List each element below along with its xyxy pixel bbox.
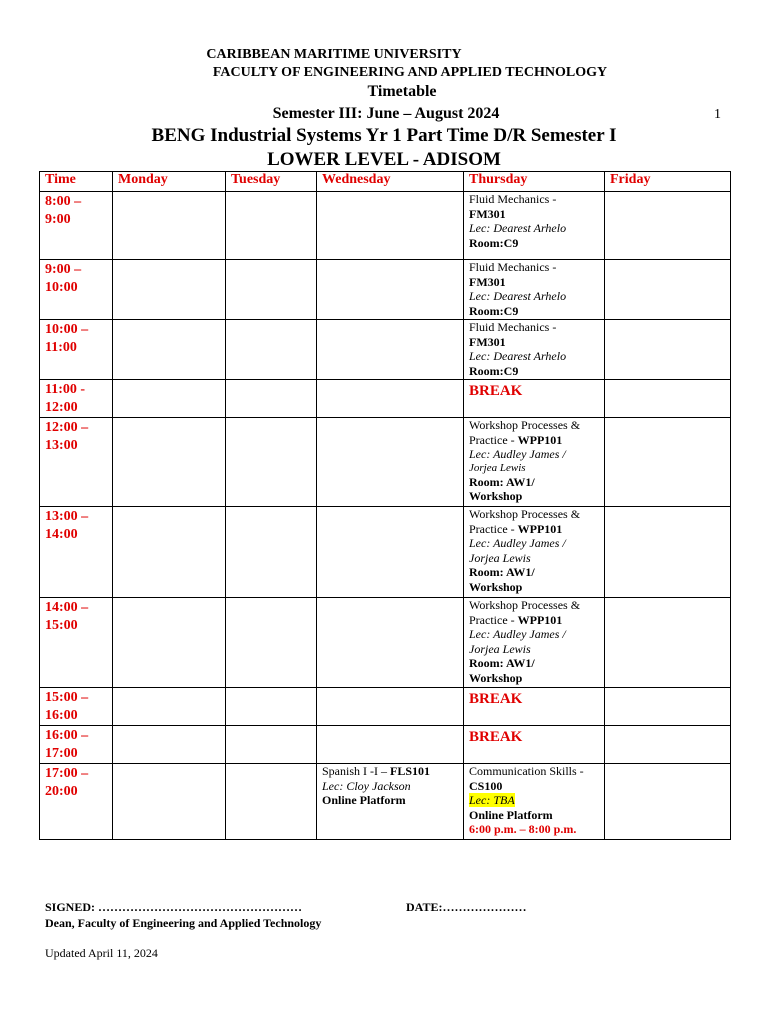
col-header-thursday: Thursday: [464, 172, 605, 192]
table-row: [40, 764, 731, 840]
time-cell: [40, 726, 113, 764]
cell-friday: [605, 380, 731, 418]
course-name-line: [322, 764, 463, 779]
cell-tuesday: [226, 418, 317, 507]
time-start: 10:00 –: [45, 322, 89, 337]
time-start: 13:00 –: [45, 509, 89, 524]
room-cont: Workshop: [469, 489, 523, 503]
date-line: DATE:…………………: [406, 900, 527, 914]
time-end: 17:00: [45, 746, 78, 761]
lecturer-line: [469, 793, 604, 808]
programme-title: BENG Industrial Systems Yr 1 Part Time D/R Semester I: [151, 125, 617, 146]
cell-friday: [605, 192, 731, 260]
session-time: 6:00 p.m. – 8:00 p.m.: [469, 822, 577, 836]
time-end: 9:00: [45, 212, 71, 227]
time-end: 11:00: [45, 340, 77, 355]
cell-monday: [113, 380, 226, 418]
lecturer-cont: Jorjea Lewis: [469, 461, 526, 474]
table-row: [40, 507, 731, 598]
time-start: 9:00 –: [45, 262, 82, 277]
col-header-wednesday: Wednesday: [317, 172, 464, 192]
cell-monday: [113, 192, 226, 260]
time-end: 10:00: [45, 280, 78, 295]
cell-wednesday: [317, 507, 464, 598]
lecturer-cont: Jorjea Lewis: [469, 550, 531, 565]
cell-monday: [113, 418, 226, 507]
cell-monday: [113, 598, 226, 688]
room: Room:C9: [469, 363, 519, 378]
time-end: 15:00: [45, 618, 78, 633]
course-name-cont: Practice -: [469, 521, 518, 536]
room: Room:C9: [469, 235, 519, 250]
course-name: Communication Skills -: [469, 764, 584, 778]
lecturer: Lec: Audley James /: [469, 536, 566, 550]
cell-monday: [113, 764, 226, 840]
cell-friday: [605, 418, 731, 507]
time-end: 14:00: [45, 527, 78, 542]
course-name: Fluid Mechanics -: [469, 260, 557, 274]
time-cell: [40, 764, 113, 840]
course-code: FM301: [469, 206, 506, 221]
cell-wednesday: [317, 260, 464, 320]
time-cell: [40, 598, 113, 688]
time-end: 13:00: [45, 438, 78, 453]
cell-tuesday: [226, 598, 317, 688]
level-title: LOWER LEVEL - ADISOM: [267, 149, 501, 170]
cell-thursday: [464, 192, 605, 260]
time-start: 17:00 –: [45, 766, 89, 781]
break-label: BREAK: [464, 380, 605, 418]
table-row: [40, 192, 731, 260]
table-row: [40, 380, 731, 418]
time-cell: [40, 192, 113, 260]
course-code: FLS101: [390, 764, 431, 778]
time-end: 12:00: [45, 400, 78, 415]
cell-friday: [605, 320, 731, 380]
lecturer: Lec: Dearest Arhelo: [469, 349, 567, 363]
room: Room: AW1/: [469, 656, 535, 670]
room-cont: Workshop: [469, 579, 523, 594]
table-row: [40, 320, 731, 380]
course-name-cont: Practice -: [469, 432, 518, 447]
table-row: [40, 260, 731, 320]
lecturer: Lec: Dearest Arhelo: [469, 221, 567, 235]
time-cell: [40, 260, 113, 320]
page-number: 1: [714, 107, 721, 122]
time-cell: [40, 507, 113, 598]
col-header-friday: Friday: [605, 172, 731, 192]
cell-tuesday: [226, 764, 317, 840]
document-title: Timetable: [367, 83, 437, 100]
cell-friday: [605, 260, 731, 320]
course-code: FM301: [469, 334, 506, 349]
course-name-cont: Practice -: [469, 612, 518, 627]
col-header-monday: Monday: [113, 172, 226, 192]
cell-wednesday: [317, 764, 464, 840]
cell-wednesday: [317, 380, 464, 418]
signatory-title: Dean, Faculty of Engineering and Applied Technology: [45, 916, 322, 930]
lecturer: Lec: Dearest Arhelo: [469, 289, 567, 303]
course-code: CS100: [469, 778, 503, 793]
updated-date: Updated April 11, 2024: [45, 946, 158, 960]
course-name-line2: [469, 522, 604, 537]
table-row: [40, 418, 731, 507]
signature-line: SIGNED: ……………………………………………: [45, 900, 303, 914]
cell-tuesday: [226, 726, 317, 764]
cell-monday: [113, 320, 226, 380]
time-cell: [40, 688, 113, 726]
time-start: 16:00 –: [45, 728, 89, 743]
cell-wednesday: [317, 418, 464, 507]
course-code: WPP101: [517, 612, 563, 627]
header-row: [40, 172, 731, 192]
room: Room:C9: [469, 303, 519, 318]
cell-tuesday: [226, 507, 317, 598]
cell-wednesday: [317, 688, 464, 726]
course-name: Workshop Processes &: [469, 507, 581, 521]
cell-thursday: [464, 320, 605, 380]
table-row: [40, 688, 731, 726]
table-row: [40, 598, 731, 688]
room: Online Platform: [322, 793, 406, 807]
faculty-name: FACULTY OF ENGINEERING AND APPLIED TECHNOLOGY: [212, 65, 608, 80]
room: Room: AW1/: [469, 565, 535, 579]
course-name: Workshop Processes &: [469, 598, 581, 612]
time-start: 15:00 –: [45, 690, 89, 705]
cell-monday: [113, 688, 226, 726]
break-label: BREAK: [464, 726, 605, 764]
lecturer: Lec: TBA: [469, 793, 515, 807]
cell-monday: [113, 260, 226, 320]
cell-monday: [113, 726, 226, 764]
course-name: Workshop Processes &: [469, 418, 581, 432]
cell-wednesday: [317, 726, 464, 764]
time-start: 14:00 –: [45, 600, 89, 615]
course-name-line2: [469, 433, 604, 448]
lecturer: Lec: Cloy Jackson: [322, 778, 411, 793]
cell-tuesday: [226, 192, 317, 260]
time-cell: [40, 320, 113, 380]
semester-line: Semester III: June – August 2024: [272, 105, 500, 122]
course-code: FM301: [469, 274, 506, 289]
table-row: [40, 726, 731, 764]
cell-friday: [605, 726, 731, 764]
timetable: [39, 171, 731, 840]
cell-tuesday: [226, 260, 317, 320]
course-name: Fluid Mechanics -: [469, 320, 557, 334]
cell-monday: [113, 507, 226, 598]
course-code: WPP101: [517, 521, 563, 536]
cell-thursday: [464, 598, 605, 688]
cell-wednesday: [317, 598, 464, 688]
cell-wednesday: [317, 192, 464, 260]
cell-tuesday: [226, 688, 317, 726]
course-code: WPP101: [517, 432, 563, 447]
col-header-time: Time: [40, 172, 113, 192]
course-name: Fluid Mechanics -: [469, 192, 557, 206]
cell-thursday: [464, 418, 605, 507]
cell-friday: [605, 688, 731, 726]
break-label: BREAK: [464, 688, 605, 726]
col-header-tuesday: Tuesday: [226, 172, 317, 192]
time-cell: [40, 380, 113, 418]
cell-friday: [605, 507, 731, 598]
lecturer: Lec: Audley James /: [469, 447, 566, 461]
university-name: CARIBBEAN MARITIME UNIVERSITY: [206, 47, 462, 62]
room: Room: AW1/: [469, 474, 535, 489]
lecturer: Lec: Audley James /: [469, 627, 566, 641]
cell-tuesday: [226, 320, 317, 380]
cell-thursday: [464, 260, 605, 320]
cell-tuesday: [226, 380, 317, 418]
time-end: 16:00: [45, 708, 78, 723]
cell-wednesday: [317, 320, 464, 380]
time-start: 11:00 -: [45, 382, 86, 397]
time-start: 8:00 –: [45, 194, 82, 209]
cell-friday: [605, 764, 731, 840]
cell-friday: [605, 598, 731, 688]
room-cont: Workshop: [469, 670, 523, 685]
room: Online Platform: [469, 807, 553, 822]
course-name: Spanish I -I –: [322, 764, 390, 778]
time-cell: [40, 418, 113, 507]
time-start: 12:00 –: [45, 420, 89, 435]
time-end: 20:00: [45, 784, 78, 799]
cell-thursday: [464, 507, 605, 598]
lecturer-cont: Jorjea Lewis: [469, 641, 531, 656]
cell-thursday: [464, 764, 605, 840]
course-name-line2: [469, 613, 604, 628]
